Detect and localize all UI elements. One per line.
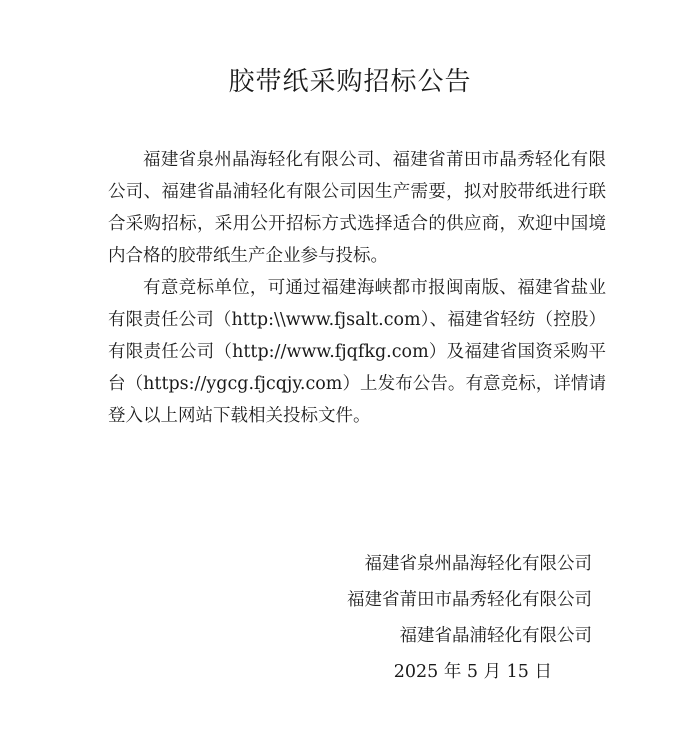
- signatory-jinghai: 福建省泉州晶海轻化有限公司: [364, 554, 592, 574]
- body-paragraph-2: 有意竞标单位，可通过福建海峡都市报闽南版、福建省盐业有限责任公司（http:\\www.fjsalt.com）、福建省轻纺（控股）有限责任公司（http://www.fjqfkg.com）及福建省国资采购平台（https://ygcg.fjcqjy.com）上发布公告。有意竞标，详情请登入以上网站下载相关投标文件。: [108, 278, 606, 426]
- signature-block: [347, 546, 592, 690]
- signatory-jingpu: 福建省晶浦轻化有限公司: [399, 626, 592, 646]
- signatory-jingxiu: 福建省莆田市晶秀轻化有限公司: [347, 590, 592, 610]
- document-date: 2025 年 5 月 15 日: [393, 662, 552, 682]
- document-body: [108, 144, 606, 432]
- document-title: 胶带纸采购招标公告: [228, 67, 472, 97]
- body-paragraph-1: 福建省泉州晶海轻化有限公司、福建省莆田市晶秀轻化有限公司、福建省晶浦轻化有限公司因生产需要，拟对胶带纸进行联合采购招标，采用公开招标方式选择适合的供应商，欢迎中国境内合格的胶带纸生产企业参与投标。: [108, 150, 606, 266]
